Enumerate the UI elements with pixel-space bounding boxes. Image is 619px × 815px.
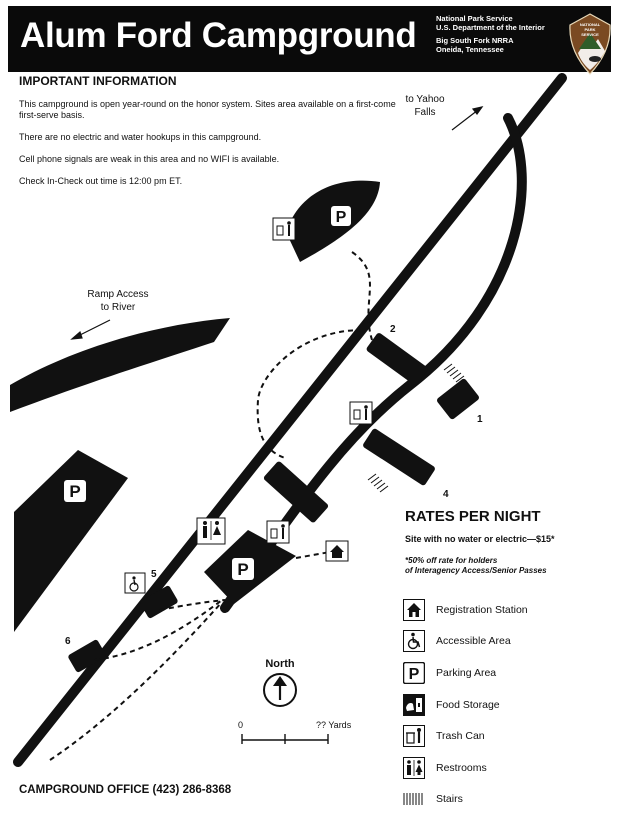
scale-start-label: 0 — [238, 720, 244, 730]
stairs-marker-upper — [444, 364, 464, 382]
info-paragraph-1: This campground is open year-round on the honor system. Sites area available on a first-come first-serve basis. — [19, 99, 396, 120]
site-pad-4 — [362, 428, 436, 487]
restrooms-icon — [197, 518, 225, 544]
unit-line-1: Big South Fork NRRA — [436, 36, 514, 46]
map-legend — [403, 594, 613, 815]
accessible-icon — [125, 573, 145, 593]
parking-p-lower-left — [64, 480, 86, 502]
rates-section — [405, 508, 615, 576]
legend-item-stairs — [403, 784, 613, 815]
ramp-access-arrow — [72, 320, 110, 339]
rates-heading: RATES PER NIGHT — [405, 508, 541, 525]
yahoo-falls-label: to Yahoo Falls — [405, 94, 445, 118]
parking-lot-lower-left — [14, 450, 128, 632]
site-number-4: 4 — [443, 489, 449, 500]
svg-text:P: P — [237, 560, 249, 579]
agency-line-1: National Park Service — [436, 14, 513, 23]
yahoo-falls-arrow — [452, 107, 482, 130]
trail-to-registration — [296, 552, 330, 558]
registration-icon — [403, 599, 425, 621]
legend-item-accessible — [403, 626, 613, 658]
north-arrow — [264, 674, 296, 706]
trash-can-icon — [403, 725, 425, 747]
parking-p-middle — [232, 558, 254, 580]
info-paragraph-3: Cell phone signals are weak in this area and no WIFI is available. — [19, 154, 280, 164]
legend-label: Parking Area — [436, 666, 497, 679]
rates-note: *50% off rate for holders of Interagency Access/Senior Passes — [405, 556, 547, 575]
north-label: North — [265, 658, 295, 670]
info-heading: IMPORTANT INFORMATION — [19, 74, 177, 88]
legend-item-food-storage — [403, 689, 613, 721]
svg-text:P: P — [408, 665, 420, 683]
legend-item-registration — [403, 594, 613, 626]
important-information — [19, 76, 399, 198]
emblem-text-2: PARK — [584, 27, 596, 32]
registration-icon — [326, 541, 348, 561]
trash-can-icon — [350, 402, 372, 424]
scale-bar — [242, 734, 328, 744]
unit-line-2: Oneida, Tennessee — [436, 44, 504, 54]
emblem-text-3: SERVICE — [581, 32, 599, 37]
site-number-6: 6 — [65, 636, 71, 647]
accessible-icon — [403, 630, 425, 652]
stairs-icon — [403, 788, 425, 810]
legend-label: Accessible Area — [436, 635, 511, 648]
legend-label: Stairs — [436, 793, 463, 806]
emblem-text-1: NATIONAL — [579, 22, 601, 27]
food-storage-icon — [403, 694, 425, 716]
river-ramp-area — [10, 318, 230, 412]
parking-p-top — [331, 206, 351, 226]
site-number-2: 2 — [390, 324, 396, 335]
restrooms-icon — [403, 757, 425, 779]
ramp-access-label: Ramp Access to River — [87, 289, 149, 313]
site-pad-1 — [436, 378, 480, 421]
info-paragraph-2: There are no electric and water hookups in this campground. — [19, 132, 262, 142]
legend-label: Food Storage — [436, 698, 500, 711]
site-number-5: 5 — [151, 569, 157, 580]
site-number-1: 1 — [477, 414, 483, 425]
trash-can-icon — [267, 521, 289, 543]
svg-text:P: P — [335, 209, 347, 226]
svg-text:P: P — [69, 482, 81, 501]
legend-label: Trash Can — [436, 730, 485, 743]
legend-label: Registration Station — [436, 603, 528, 616]
parking-icon — [403, 662, 425, 684]
campground-office-phone: CAMPGROUND OFFICE (423) 286-8368 — [19, 784, 232, 796]
site-pad-2 — [365, 332, 428, 386]
site-number-3: 3 — [257, 456, 263, 467]
trash-can-icon — [273, 218, 295, 240]
agency-line-2: U.S. Department of the Interior — [436, 22, 545, 32]
trail-south — [50, 602, 222, 760]
page-title: Alum Ford Campground — [20, 16, 417, 55]
scale-end-label: ?? Yards — [316, 720, 352, 730]
rates-price: Site with no water or electric—$15* — [405, 534, 555, 544]
info-paragraph-4: Check In-Check out time is 12:00 pm ET. — [19, 176, 183, 186]
legend-item-trash-can — [403, 720, 613, 752]
stairs-marker-lower — [368, 474, 388, 492]
legend-item-parking — [403, 657, 613, 689]
legend-item-restrooms — [403, 752, 613, 784]
legend-label: Restrooms — [436, 761, 487, 774]
